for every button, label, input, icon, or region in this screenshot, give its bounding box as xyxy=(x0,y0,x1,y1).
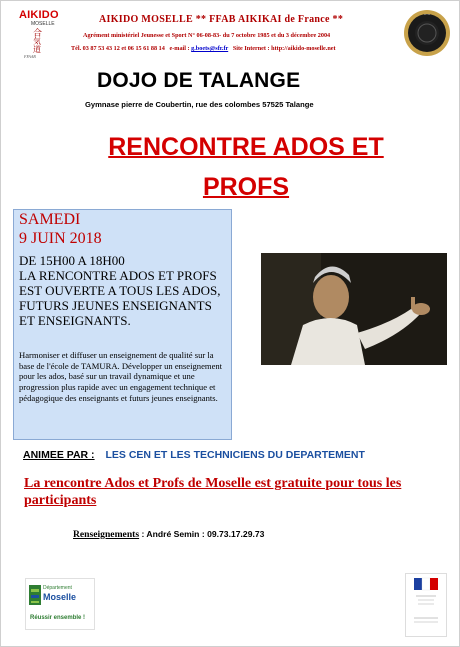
master-photo-image xyxy=(261,253,447,365)
event-headline xyxy=(41,127,451,207)
dojo-title: DOJO DE TALANGE xyxy=(97,69,301,92)
logo-kanji xyxy=(32,27,50,55)
departement-word: Département xyxy=(43,585,72,591)
kanji-icon xyxy=(32,27,50,53)
logo-caption: FFAAB xyxy=(24,54,36,59)
header-tel: Tél. 03 87 53 43 12 et 06 15 61 88 14 xyxy=(71,45,165,52)
event-announcement: LA RENCONTRE ADOS ET PROFS EST OUVERTE A TOUS LES ADOS, FUTURS JEUNES ENSEIGNANTS ET ENSEIGNANTS. xyxy=(19,268,221,328)
event-date: 9 JUIN 2018 xyxy=(19,230,102,247)
logo-aikido-word: AIKIDO xyxy=(19,9,59,21)
headline-line2: PROFS xyxy=(202,173,290,201)
dojo-address: Gymnase pierre de Coubertin, rue des colombes 57525 Talange xyxy=(85,100,314,109)
aikido-master-photo xyxy=(261,253,447,365)
contact-label: Renseignements xyxy=(73,529,140,540)
departement-name: Moselle xyxy=(43,592,77,602)
header-agrement: Agrément ministériel Jeunesse et Sport N° 06-08-83- du 7 octobre 1985 et du 3 décembre 2004 xyxy=(83,32,331,39)
header-federation: AIKIDO MOSELLE ** FFAB AIKIKAI de France ** xyxy=(99,14,344,25)
logo-moselle-word: MOSELLE xyxy=(31,21,55,27)
svg-text:道: 道 xyxy=(33,45,41,53)
ffab-seal-icon xyxy=(403,9,451,57)
header-email-label: e-mail : xyxy=(169,45,190,52)
contact-value: : André Semin : 09.73.17.29.73 xyxy=(141,529,265,539)
free-notice: La rencontre Ados et Profs de Moselle est gratuite pour tous les participants xyxy=(24,476,402,508)
svg-text:気: 気 xyxy=(33,37,41,46)
headline-line1: RENCONTRE ADOS ET xyxy=(108,133,384,161)
prefecture-logo xyxy=(405,573,447,637)
event-description: Harmoniser et diffuser un enseignement de qualité sur la base de l'école de TAMURA. Développer un enseignement pour les ados, basé sur un travail dynamique et une progression plus rapide avec un engagement technique et pédagogique des enseignants et futurs jeunes enseignants. xyxy=(19,350,223,403)
contact-info xyxy=(73,529,264,540)
ffab-circle-logo xyxy=(403,9,451,57)
animee-par xyxy=(23,449,365,461)
svg-text:·····: ····· xyxy=(423,12,431,17)
event-day: SAMEDI xyxy=(19,211,81,228)
header-contacts xyxy=(71,45,336,52)
animee-label: ANIMEE PAR : xyxy=(23,449,95,461)
event-hours: DE 15H00 A 18H00 xyxy=(19,253,125,268)
animee-value: LES CEN ET LES TECHNICIENS DU DEPARTEMENT xyxy=(105,449,365,461)
marianne-icon xyxy=(406,574,446,636)
header-site: Site Internet : http://aikido-moselle.net xyxy=(232,45,336,52)
svg-text:合: 合 xyxy=(33,29,43,39)
header-email-link[interactable]: g.boets@sfr.fr xyxy=(191,45,229,52)
departement-slogan: Réussir ensemble ! xyxy=(30,615,86,621)
